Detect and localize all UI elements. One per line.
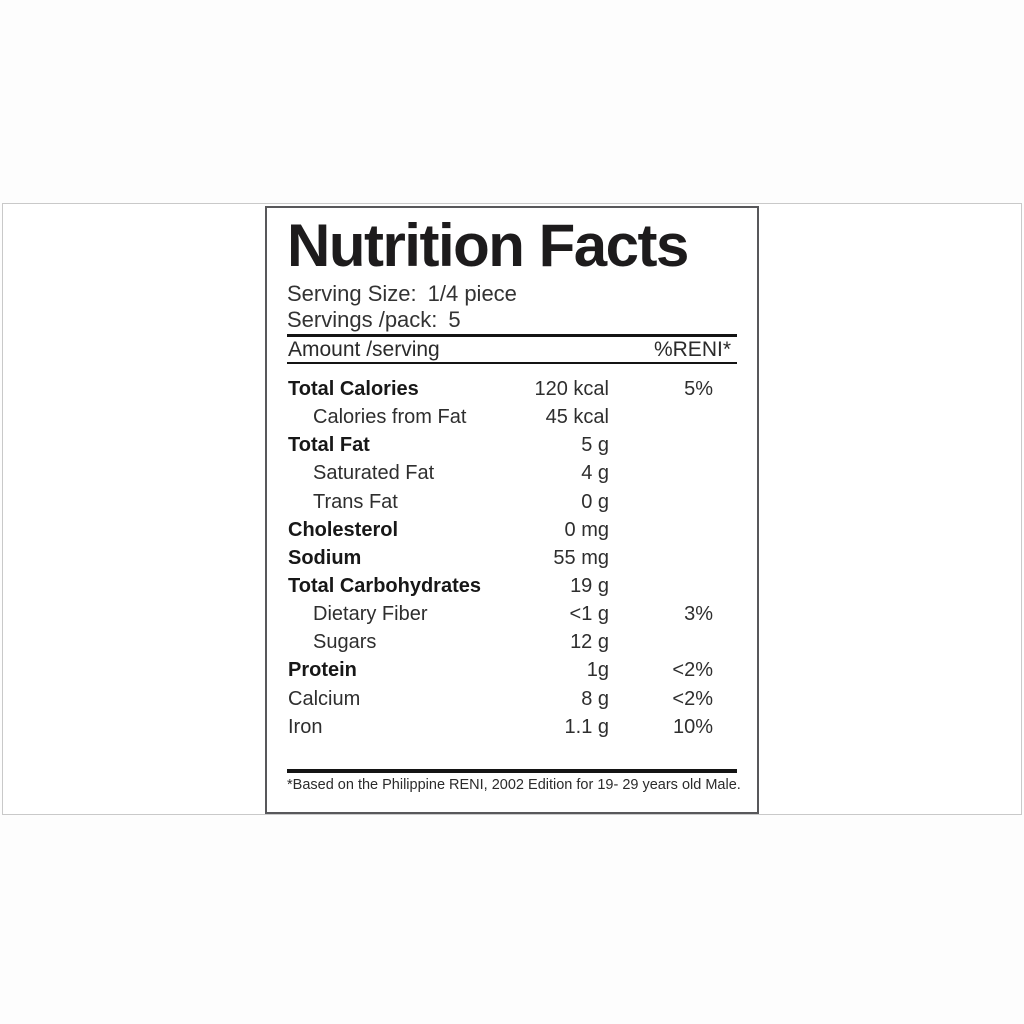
- nutrient-amount: 8 g: [581, 687, 609, 710]
- nutrient-amount: 0 g: [581, 490, 609, 513]
- nutrient-reni: <2%: [672, 687, 713, 710]
- serving-size-value: 1/4 piece: [427, 281, 517, 306]
- reni-percent-header: %RENI*: [653, 338, 731, 361]
- nutrient-name: Saturated Fat: [313, 462, 435, 485]
- table-row: [288, 628, 736, 656]
- nutrient-name: Calories from Fat: [313, 406, 467, 429]
- nutrient-reni: 10%: [672, 715, 713, 738]
- nutrient-name: Calcium: [288, 687, 361, 710]
- table-row: [288, 516, 736, 544]
- table-row: [288, 431, 736, 459]
- table-row: [288, 375, 736, 403]
- nutrient-amount: 5 g: [581, 434, 609, 457]
- table-row: [288, 459, 736, 487]
- nutrient-amount: 12 g: [570, 631, 609, 654]
- nutrient-amount: <1 g: [569, 603, 609, 626]
- table-row: [288, 685, 736, 713]
- nutrient-name: Cholesterol: [288, 518, 399, 541]
- table-row: [288, 600, 736, 628]
- nutrient-amount: 0 mg: [564, 518, 609, 541]
- content-band: [2, 203, 1022, 815]
- nutrient-name: Total Carbohydrates: [288, 574, 481, 597]
- servings-per-pack-value: 5: [448, 306, 461, 332]
- table-row: [288, 544, 736, 572]
- amount-per-serving-header: Amount /serving: [288, 338, 440, 361]
- divider-thick-bottom: [287, 769, 737, 773]
- label-title: Nutrition Facts: [287, 212, 688, 279]
- table-row: [288, 713, 736, 741]
- nutrient-reni: <2%: [672, 659, 713, 682]
- nutrient-amount: 45 kcal: [545, 406, 609, 429]
- nutrient-name: Sodium: [288, 546, 362, 569]
- table-row: [288, 403, 736, 431]
- nutrient-amount: 55 mg: [553, 546, 609, 569]
- nutrient-amount: 4 g: [581, 462, 609, 485]
- nutrient-name: Sugars: [313, 631, 377, 654]
- nutrient-name: Total Fat: [288, 434, 370, 457]
- nutrient-rows: [288, 375, 736, 741]
- nutrition-facts-label: [265, 206, 759, 814]
- nutrient-name: Iron: [288, 715, 323, 738]
- nutrient-amount: 19 g: [570, 574, 609, 597]
- table-row: [288, 488, 736, 516]
- divider-thin: [287, 362, 737, 364]
- nutrient-name: Protein: [288, 659, 357, 682]
- nutrient-amount: 120 kcal: [534, 378, 609, 400]
- table-row: [288, 656, 736, 684]
- nutrient-reni: 3%: [684, 603, 713, 626]
- serving-size-label: Serving Size:: [287, 281, 417, 306]
- serving-size-line: [287, 281, 737, 307]
- table-row: [288, 572, 736, 600]
- nutrient-name: Dietary Fiber: [313, 603, 428, 626]
- serving-info: [287, 281, 737, 332]
- nutrient-amount: 1g: [586, 659, 609, 682]
- nutrient-name: Total Calories: [288, 378, 419, 400]
- nutrient-amount: 1.1 g: [564, 715, 609, 738]
- table-header: [288, 337, 736, 362]
- servings-per-pack-line: [287, 307, 737, 333]
- nutrient-name: Trans Fat: [313, 490, 398, 513]
- servings-per-pack-label: Servings /pack:: [287, 306, 438, 332]
- nutrient-reni: 5%: [684, 378, 713, 400]
- footnote: *Based on the Philippine RENI, 2002 Edition for 19- 29 years old Male.: [287, 777, 741, 793]
